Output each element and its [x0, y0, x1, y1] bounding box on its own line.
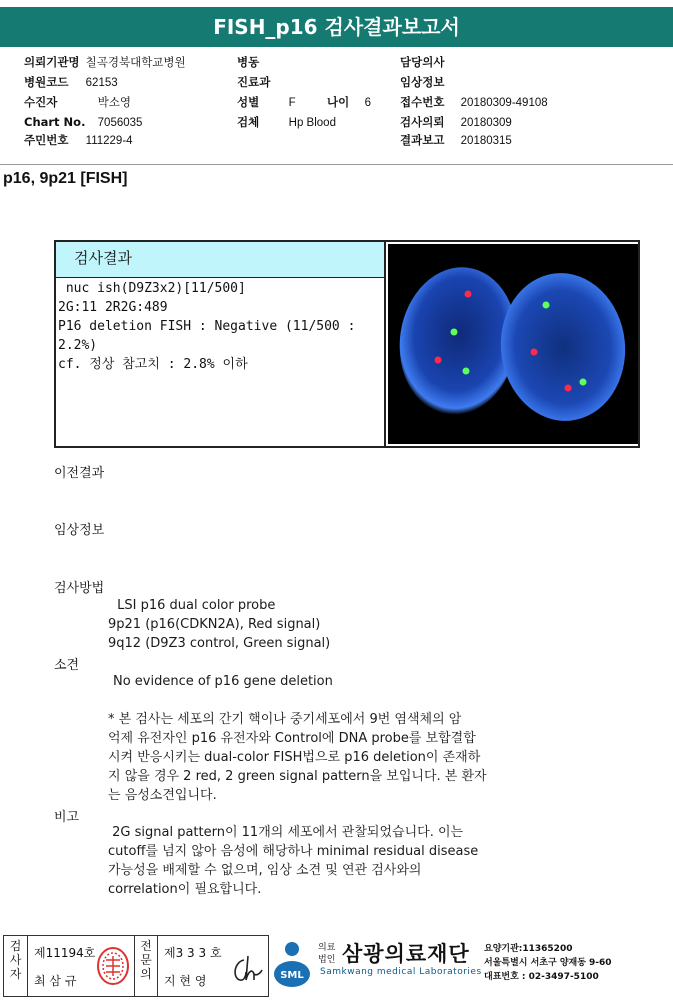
report-title: FISH_p16 검사결과보고서 — [0, 7, 673, 47]
handwritten-signature — [226, 952, 266, 988]
remarks-line: 2G signal pattern이 11개의 세포에서 관찰되었습니다. 이는 — [108, 825, 464, 840]
sml-logo — [272, 940, 312, 990]
red-signal — [565, 385, 572, 392]
header-field-specimen — [237, 115, 336, 130]
red-signal — [531, 349, 538, 356]
examiner-label: 검 사 자 — [4, 936, 28, 996]
green-signal — [463, 368, 470, 375]
green-signal — [580, 379, 587, 386]
remarks-line: 가능성을 배제할 수 없으며, 임상 소견 및 연관 검사와의 — [108, 863, 422, 878]
header-field-age — [327, 95, 371, 110]
field-label: 검사의뢰 — [400, 115, 445, 129]
examiner-name: 최 삼 규 — [34, 974, 77, 988]
header-field-sex — [237, 95, 296, 110]
findings-line: * 본 검사는 세포의 간기 핵이나 중기세포에서 9번 염색체의 암 — [108, 712, 462, 727]
findings-line: 는 음성소견입니다. — [108, 788, 217, 803]
remarks-line: correlation이 필요합니다. — [108, 882, 262, 897]
header-field-report-date — [400, 133, 512, 148]
header-field-request-date — [400, 115, 512, 130]
field-value: 20180309 — [460, 117, 512, 129]
findings-line: 억제 유전자인 p16 유전자와 Control에 DNA probe를 보합결합 — [108, 731, 476, 746]
method-label: 검사방법 — [54, 581, 105, 596]
result-line: cf. 정상 참고치 : 2.8% 이하 — [58, 357, 248, 372]
field-label: 성별 — [237, 95, 260, 109]
green-signal — [543, 302, 550, 309]
red-signal — [465, 291, 472, 298]
logo-text: SML — [280, 970, 304, 981]
header-field-chart-no — [24, 115, 142, 130]
method-line: LSI p16 dual color probe — [113, 598, 276, 613]
header-field-patient — [24, 95, 131, 110]
result-line: 2.2%) — [58, 338, 98, 353]
header-field-clinical-info — [400, 75, 444, 89]
org-prefix: 의료 — [318, 943, 336, 953]
field-value: 칠곡경북대학교병원 — [85, 57, 186, 69]
confirmer-name: 지 현 영 — [164, 974, 207, 988]
field-label: 병동 — [237, 55, 260, 69]
org-prefix: 법인 — [318, 955, 336, 965]
test-heading: p16, 9p21 [FISH] — [3, 170, 128, 187]
field-label: 병원코드 — [24, 75, 69, 89]
confirmer-number: 제3 3 3 호 — [164, 946, 222, 960]
header-field-hospital-code — [24, 75, 118, 90]
org-name: 삼광의료재단 — [342, 942, 470, 966]
result-line: 2G:11 2R2G:489 — [58, 300, 168, 315]
method-line: 9q12 (D9Z3 control, Green signal) — [108, 636, 331, 651]
nucleus-right — [494, 267, 633, 427]
fish-micrograph-svg — [388, 244, 638, 444]
field-value: 6 — [364, 97, 372, 109]
field-label: 접수번호 — [400, 95, 445, 109]
remarks-label: 비고 — [54, 810, 80, 825]
fish-micrograph — [388, 244, 638, 444]
contact-code: 요양기관:11365200 — [484, 944, 573, 954]
result-line: nuc ish(D9Z3x2)[11/500] — [58, 281, 246, 296]
header-field-resident-no — [24, 133, 133, 148]
findings-label: 소견 — [54, 658, 80, 673]
field-value: 20180315 — [460, 135, 512, 147]
result-text — [56, 278, 384, 374]
field-value: 20180309-49108 — [460, 97, 548, 109]
field-label: 임상정보 — [400, 75, 445, 89]
contact-phone: 대표번호 : 02-3497-5100 — [484, 972, 599, 982]
green-signal — [451, 329, 458, 336]
findings-summary: No evidence of p16 gene deletion — [113, 674, 333, 689]
result-panel — [56, 242, 386, 446]
examiner-number: 제11194호 — [34, 946, 96, 960]
field-label: Chart No. — [24, 115, 86, 129]
field-label: 검체 — [237, 115, 260, 129]
result-box — [54, 240, 640, 448]
header-field-department — [237, 75, 270, 89]
field-label: 담당의사 — [400, 55, 445, 69]
field-value: F — [288, 97, 296, 109]
header-field-receipt-no — [400, 95, 548, 110]
field-label: 의뢰기관명 — [24, 55, 80, 69]
field-label: 주민번호 — [24, 133, 69, 147]
contact-address: 서울특별시 서초구 양재동 9-60 — [484, 958, 612, 968]
field-value: 7056035 — [97, 117, 143, 129]
clinical-info-label: 임상정보 — [54, 523, 105, 538]
header-field-physician — [400, 55, 444, 69]
result-heading: 검사결과 — [56, 242, 384, 278]
org-english-name: Samkwang medical Laboratories — [320, 967, 482, 977]
field-label: 결과보고 — [400, 133, 445, 147]
field-value: 박소영 — [97, 97, 131, 109]
patient-header — [0, 47, 673, 165]
field-label: 진료과 — [237, 75, 271, 89]
findings-line: 시켜 반응시키는 dual-color FISH법으로 p16 deletion이 존재하 — [108, 750, 481, 765]
report-footer — [0, 920, 673, 1000]
field-label: 나이 — [327, 95, 350, 109]
field-label: 수진자 — [24, 95, 58, 109]
seal-stamp — [96, 946, 130, 986]
result-line: P16 deletion FISH : Negative (11/500 : — [58, 319, 356, 334]
signature-box — [3, 935, 269, 997]
findings-line: 지 않을 경우 2 red, 2 green signal pattern을 보입니다. 본 환자 — [108, 769, 487, 784]
red-signal — [435, 357, 442, 364]
method-line: 9p21 (p16(CDKN2A), Red signal) — [108, 617, 321, 632]
remarks-line: cutoff를 넘지 않아 음성에 해당하나 minimal residual disease — [108, 844, 479, 859]
previous-result-label: 이전결과 — [54, 466, 105, 481]
field-value: Hp Blood — [288, 117, 336, 129]
confirmer-label: 전 문 의 — [134, 936, 158, 996]
field-value: 62153 — [85, 77, 118, 89]
header-field-ward — [237, 55, 259, 69]
header-field-institution — [24, 55, 186, 70]
field-value: 111229-4 — [85, 135, 133, 147]
